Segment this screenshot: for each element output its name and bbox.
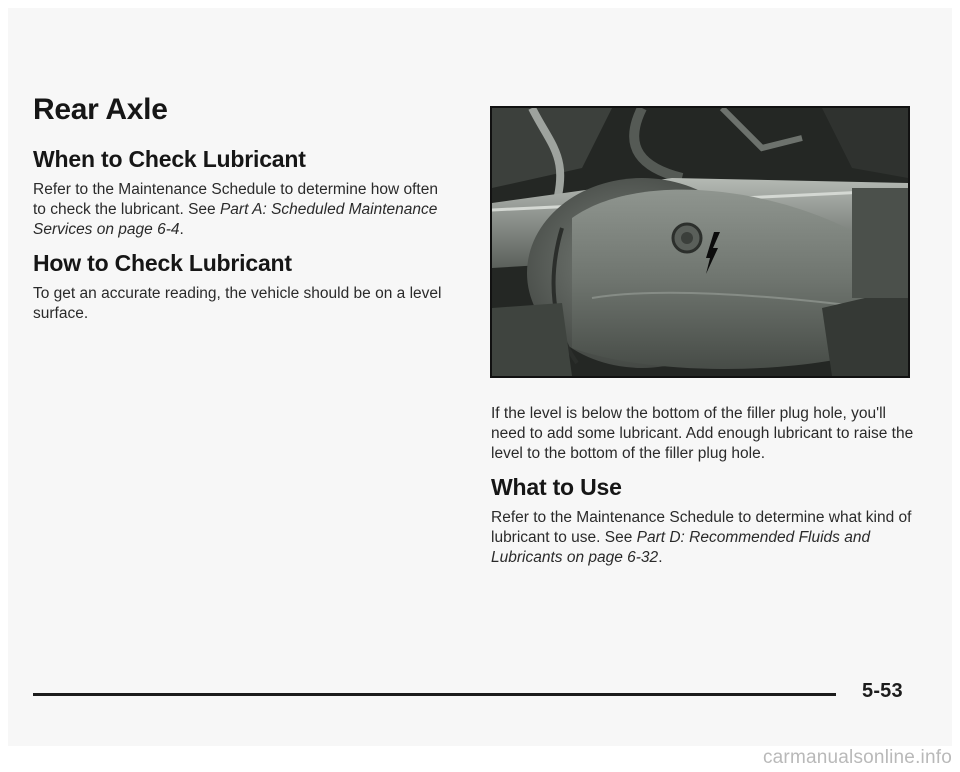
section-title: Rear Axle	[33, 93, 168, 126]
rear-axle-fill-plug-photo	[490, 106, 910, 378]
watermark: carmanualsonline.info	[762, 747, 952, 768]
page-number: 5-53	[862, 680, 903, 702]
what-to-use-heading: What to Use	[491, 474, 622, 500]
recommended-fluids-reference: Part D: Recommended Fluids and Lubricants on page 6-32	[491, 529, 871, 566]
when-to-check-paragraph: Refer to the Maintenance Schedule to determine how often to check the lubricant. See Part A: Scheduled Maintenance Services on page 6-4.	[33, 181, 438, 238]
rear-axle-illustration	[492, 108, 908, 376]
scheduled-maintenance-reference: Part A: Scheduled Maintenance Services on page 6-4	[33, 201, 438, 238]
how-to-check-heading: How to Check Lubricant	[33, 250, 292, 276]
footer-rule	[33, 693, 836, 696]
how-to-check-paragraph: To get an accurate reading, the vehicle should be on a level surface.	[33, 285, 442, 322]
when-to-check-heading: When to Check Lubricant	[33, 146, 306, 172]
level-note-paragraph: If the level is below the bottom of the filler plug hole, you'll need to add some lubricant. Add enough lubricant to raise the level to the bottom of the filler plug hole.	[491, 405, 914, 462]
what-to-use-paragraph: Refer to the Maintenance Schedule to determine what kind of lubricant to use. See Part D: Recommended Fluids and Lubricants on page 6-32.	[491, 509, 912, 566]
